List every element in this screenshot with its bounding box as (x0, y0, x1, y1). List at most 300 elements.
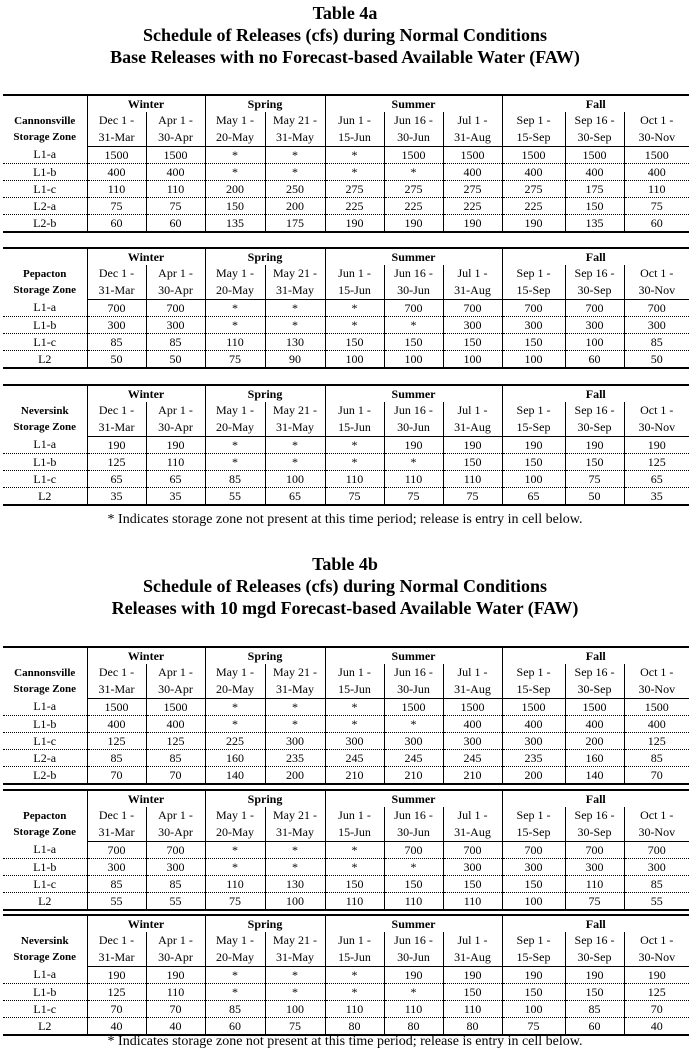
period-end: 20-May (205, 949, 265, 967)
release-value: * (205, 699, 265, 716)
release-value: 80 (443, 1018, 502, 1036)
release-value: 100 (443, 351, 502, 369)
release-value: 225 (443, 198, 502, 215)
release-value: 235 (265, 750, 325, 767)
period-end: 30-Apr (146, 129, 205, 147)
release-value: 75 (146, 198, 205, 215)
zone-level-label: L1-a (3, 300, 87, 317)
table-row (3, 471, 689, 488)
release-value: 65 (87, 471, 146, 488)
release-value: * (265, 842, 325, 859)
period-start: Jun 1 - (325, 807, 384, 824)
release-value: * (205, 984, 265, 1001)
zone-level-label: L2 (3, 1018, 87, 1036)
reservoir-name: Pepacton (23, 810, 67, 823)
zone-table (3, 914, 689, 1036)
period-end: 31-Mar (87, 419, 146, 437)
release-value: 300 (502, 733, 565, 750)
period-end: 31-Aug (443, 949, 502, 967)
release-value: 400 (443, 716, 502, 733)
release-value: 150 (384, 334, 443, 351)
period-start: Apr 1 - (146, 402, 205, 419)
release-value: 85 (624, 334, 689, 351)
season-corner (3, 248, 87, 265)
release-value: 135 (565, 215, 624, 233)
zone-table (3, 247, 689, 369)
period-end: 31-Aug (443, 419, 502, 437)
season-header: Spring (205, 248, 325, 265)
release-value: 40 (146, 1018, 205, 1036)
release-value: 85 (146, 750, 205, 767)
zone-table (3, 789, 689, 911)
release-value: 225 (325, 198, 384, 215)
period-start: Sep 1 - (502, 402, 565, 419)
release-value: 100 (502, 351, 565, 369)
release-value: * (265, 859, 325, 876)
release-value: 110 (146, 984, 205, 1001)
period-start: May 1 - (205, 112, 265, 129)
release-value: 300 (624, 317, 689, 334)
reservoir-name: Neversink (20, 405, 69, 418)
release-value: 40 (624, 1018, 689, 1036)
zone-level-label: L2-b (3, 215, 87, 233)
period-start: Sep 16 - (565, 807, 624, 824)
table-row (3, 876, 689, 893)
period-start: Apr 1 - (146, 265, 205, 282)
zone-level-label: L1-c (3, 334, 87, 351)
release-value: 60 (205, 1018, 265, 1036)
period-start: Jun 1 - (325, 932, 384, 949)
period-end: 30-Nov (624, 681, 689, 699)
release-value: 85 (87, 750, 146, 767)
release-value: 55 (205, 488, 265, 506)
release-value: 210 (443, 767, 502, 785)
release-value: 50 (624, 351, 689, 369)
release-value: 300 (146, 859, 205, 876)
release-value: 300 (502, 317, 565, 334)
release-value: 400 (502, 716, 565, 733)
season-header: Spring (205, 385, 325, 402)
storage-zone-header (3, 807, 87, 842)
release-value: 110 (384, 471, 443, 488)
release-value: 1500 (565, 147, 624, 164)
season-header: Spring (205, 915, 325, 932)
storage-zone-header (3, 932, 87, 967)
release-value: * (325, 859, 384, 876)
table-row (3, 767, 689, 785)
release-value: 400 (443, 164, 502, 181)
period-start: Apr 1 - (146, 112, 205, 129)
release-value: 100 (265, 893, 325, 911)
table-row (3, 716, 689, 733)
period-start: May 1 - (205, 807, 265, 824)
table-row (3, 351, 689, 369)
release-value: 150 (384, 876, 443, 893)
period-start: Jun 16 - (384, 112, 443, 129)
table-row (3, 967, 689, 984)
release-value: 75 (565, 471, 624, 488)
release-value: 60 (565, 1018, 624, 1036)
release-value: 700 (502, 842, 565, 859)
release-value: 1500 (443, 147, 502, 164)
release-value: 125 (624, 733, 689, 750)
release-value: * (205, 147, 265, 164)
period-start: Apr 1 - (146, 932, 205, 949)
period-end: 15-Sep (502, 824, 565, 842)
period-end: 30-Sep (565, 419, 624, 437)
release-value: 300 (265, 733, 325, 750)
release-value: 85 (87, 876, 146, 893)
season-header: Fall (585, 386, 606, 401)
release-value: 75 (502, 1018, 565, 1036)
release-value: 75 (443, 488, 502, 506)
period-start: Jul 1 - (443, 932, 502, 949)
period-end: 15-Jun (325, 824, 384, 842)
period-start: Sep 1 - (502, 112, 565, 129)
period-start: Jul 1 - (443, 664, 502, 681)
period-end: 30-Nov (624, 949, 689, 967)
period-end: 31-Mar (87, 949, 146, 967)
zone-level-label: L2 (3, 488, 87, 506)
season-header: Spring (205, 95, 325, 112)
period-end: 31-May (265, 949, 325, 967)
release-value: 200 (565, 733, 624, 750)
period-start: Oct 1 - (640, 113, 674, 127)
release-value: 110 (146, 181, 205, 198)
period-end: 30-Jun (384, 282, 443, 300)
release-value: 150 (325, 876, 384, 893)
season-header: Summer (325, 790, 502, 807)
release-value: 150 (502, 876, 565, 893)
release-value: 190 (384, 437, 443, 454)
release-value: 65 (502, 488, 565, 506)
release-value: 400 (624, 716, 689, 733)
release-value: 80 (384, 1018, 443, 1036)
zone-table (3, 646, 689, 785)
season-header: Spring (205, 790, 325, 807)
release-value: * (325, 300, 384, 317)
season-header: Summer (325, 385, 502, 402)
period-start: Jun 16 - (384, 807, 443, 824)
release-value: * (384, 164, 443, 181)
release-value: 65 (624, 471, 689, 488)
release-value: 150 (443, 454, 502, 471)
season-header: Fall (585, 249, 606, 264)
release-value: * (265, 984, 325, 1001)
release-value: 300 (624, 859, 689, 876)
period-start: May 21 - (265, 807, 325, 824)
release-value: * (325, 147, 384, 164)
period-start: May 1 - (205, 932, 265, 949)
period-start: Dec 1 - (87, 112, 146, 129)
release-value: 35 (146, 488, 205, 506)
table-4b-subtitle: Schedule of Releases (cfs) during Normal Conditions (143, 576, 547, 596)
release-value: * (265, 699, 325, 716)
release-value: 125 (87, 984, 146, 1001)
period-start: Apr 1 - (146, 807, 205, 824)
period-end: 30-Nov (624, 129, 689, 147)
release-value: 300 (325, 733, 384, 750)
release-value: 55 (624, 893, 689, 911)
release-value: 190 (502, 437, 565, 454)
zone-level-label: L1-b (3, 164, 87, 181)
release-value: 80 (325, 1018, 384, 1036)
release-value: 300 (565, 859, 624, 876)
season-corner (3, 647, 87, 664)
release-value: 700 (565, 842, 624, 859)
release-value: 75 (384, 488, 443, 506)
release-value: 70 (87, 767, 146, 785)
period-end: 15-Jun (325, 419, 384, 437)
release-value: 1500 (384, 699, 443, 716)
period-start: Apr 1 - (146, 664, 205, 681)
release-value: * (325, 842, 384, 859)
table-4a-subtitle: Schedule of Releases (cfs) during Normal Conditions (143, 25, 547, 45)
release-value: 65 (265, 488, 325, 506)
period-end: 20-May (205, 129, 265, 147)
release-value: 55 (87, 893, 146, 911)
release-value: * (205, 454, 265, 471)
release-value: * (265, 437, 325, 454)
storage-zone-header (3, 265, 87, 300)
release-value: * (265, 967, 325, 984)
release-value: 190 (443, 437, 502, 454)
release-value: * (384, 859, 443, 876)
period-start: Jun 16 - (384, 664, 443, 681)
release-value: 100 (384, 351, 443, 369)
release-value: * (265, 300, 325, 317)
table-row (3, 198, 689, 215)
period-end: 20-May (205, 681, 265, 699)
release-value: 190 (443, 967, 502, 984)
release-value: 75 (265, 1018, 325, 1036)
storage-zone-label: Storage Zone (13, 683, 77, 696)
storage-zone-header (3, 664, 87, 699)
release-value: 85 (565, 1001, 624, 1018)
release-value: 700 (624, 300, 689, 317)
release-value: * (384, 984, 443, 1001)
season-header: Spring (205, 647, 325, 664)
table-row (3, 859, 689, 876)
release-value: 125 (624, 984, 689, 1001)
period-end: 30-Apr (146, 282, 205, 300)
release-value: * (205, 716, 265, 733)
release-value: 110 (443, 893, 502, 911)
release-value: 100 (502, 471, 565, 488)
period-end: 31-Mar (87, 681, 146, 699)
release-value: 250 (265, 181, 325, 198)
period-end: 31-Aug (443, 129, 502, 147)
release-value: 1500 (502, 147, 565, 164)
release-value: 125 (624, 454, 689, 471)
release-value: 300 (443, 317, 502, 334)
period-start: May 1 - (205, 664, 265, 681)
season-header: Summer (325, 248, 502, 265)
release-value: 200 (265, 198, 325, 215)
release-value: 1500 (87, 147, 146, 164)
release-value: 85 (87, 334, 146, 351)
season-header: Winter (87, 790, 205, 807)
zone-level-label: L1-a (3, 437, 87, 454)
table-row (3, 164, 689, 181)
release-value: 400 (502, 164, 565, 181)
release-value: 700 (443, 300, 502, 317)
release-value: 1500 (502, 699, 565, 716)
release-value: * (205, 164, 265, 181)
period-start: Jun 1 - (325, 664, 384, 681)
release-value: 190 (325, 215, 384, 233)
period-start: Dec 1 - (87, 402, 146, 419)
release-value: 150 (565, 198, 624, 215)
release-value: 130 (265, 334, 325, 351)
period-start: Jun 16 - (384, 402, 443, 419)
release-value: 700 (87, 842, 146, 859)
zone-level-label: L1-b (3, 454, 87, 471)
zone-level-label: L1-c (3, 181, 87, 198)
zone-level-label: L1-b (3, 984, 87, 1001)
release-value: 140 (565, 767, 624, 785)
period-start: Sep 1 - (502, 932, 565, 949)
release-value: * (265, 716, 325, 733)
release-value: 75 (205, 893, 265, 911)
period-end: 20-May (205, 282, 265, 300)
release-value: 150 (443, 984, 502, 1001)
release-value: 1500 (565, 699, 624, 716)
release-value: 275 (443, 181, 502, 198)
season-header: Fall (585, 96, 606, 111)
release-value: 150 (325, 334, 384, 351)
period-end: 15-Sep (502, 282, 565, 300)
zone-table (3, 94, 689, 233)
table-row (3, 181, 689, 198)
season-corner (3, 915, 87, 932)
release-value: 175 (265, 215, 325, 233)
release-value: 1500 (624, 699, 689, 716)
release-value: 275 (325, 181, 384, 198)
period-end: 31-May (265, 419, 325, 437)
release-value: 700 (624, 842, 689, 859)
zone-level-label: L1-b (3, 716, 87, 733)
zone-level-label: L2-a (3, 198, 87, 215)
release-value: 400 (146, 164, 205, 181)
season-header: Winter (87, 915, 205, 932)
period-end: 15-Jun (325, 949, 384, 967)
release-value: * (205, 300, 265, 317)
release-value: * (325, 967, 384, 984)
period-start: Sep 1 - (502, 664, 565, 681)
release-value: 125 (87, 454, 146, 471)
release-value: 190 (87, 437, 146, 454)
release-value: 400 (87, 164, 146, 181)
release-value: 700 (146, 842, 205, 859)
release-value: 300 (502, 859, 565, 876)
season-corner (3, 385, 87, 402)
release-value: 135 (205, 215, 265, 233)
release-value: * (205, 967, 265, 984)
table-row (3, 147, 689, 164)
release-value: 70 (624, 1001, 689, 1018)
release-value: * (325, 699, 384, 716)
zone-level-label: L1-c (3, 876, 87, 893)
table-row (3, 699, 689, 716)
release-value: 85 (146, 876, 205, 893)
period-start: Jun 16 - (384, 932, 443, 949)
zone-level-label: L1-a (3, 699, 87, 716)
zone-level-label: L2 (3, 351, 87, 369)
period-end: 15-Sep (502, 419, 565, 437)
period-start: May 21 - (265, 664, 325, 681)
release-value: 50 (146, 351, 205, 369)
release-value: 700 (87, 300, 146, 317)
period-start: Oct 1 - (640, 665, 674, 679)
release-value: 190 (384, 967, 443, 984)
release-value: 300 (565, 317, 624, 334)
release-value: * (265, 147, 325, 164)
period-start: Oct 1 - (640, 266, 674, 280)
release-value: 60 (624, 215, 689, 233)
table-row (3, 488, 689, 506)
table-row (3, 215, 689, 233)
period-end: 30-Apr (146, 949, 205, 967)
release-value: 150 (502, 984, 565, 1001)
release-value: 100 (502, 893, 565, 911)
release-value: 160 (205, 750, 265, 767)
release-value: 150 (565, 454, 624, 471)
zone-level-label: L1-c (3, 471, 87, 488)
period-end: 30-Jun (384, 681, 443, 699)
period-end: 30-Apr (146, 681, 205, 699)
release-value: 175 (565, 181, 624, 198)
release-value: 140 (205, 767, 265, 785)
release-value: * (325, 437, 384, 454)
release-value: 40 (87, 1018, 146, 1036)
release-value: * (325, 317, 384, 334)
season-header: Winter (87, 248, 205, 265)
period-start: Dec 1 - (87, 664, 146, 681)
release-value: 100 (502, 1001, 565, 1018)
release-value: 245 (384, 750, 443, 767)
release-value: 150 (502, 334, 565, 351)
release-value: 85 (205, 471, 265, 488)
period-start: Dec 1 - (87, 265, 146, 282)
period-end: 15-Jun (325, 129, 384, 147)
release-value: 1500 (146, 147, 205, 164)
period-end: 30-Sep (565, 129, 624, 147)
zone-level-label: L1-a (3, 967, 87, 984)
period-end: 31-Aug (443, 824, 502, 842)
period-start: May 21 - (265, 932, 325, 949)
release-value: 200 (205, 181, 265, 198)
release-value: 1500 (624, 147, 689, 164)
release-value: 190 (87, 967, 146, 984)
release-value: 35 (87, 488, 146, 506)
release-value: * (205, 842, 265, 859)
release-value: 75 (205, 351, 265, 369)
table-4a-heading (0, 2, 690, 68)
period-end: 31-Aug (443, 282, 502, 300)
release-value: 60 (87, 215, 146, 233)
release-value: 55 (146, 893, 205, 911)
release-value: 110 (565, 876, 624, 893)
release-value: 210 (325, 767, 384, 785)
period-start: Jun 16 - (384, 265, 443, 282)
period-start: May 21 - (265, 265, 325, 282)
table-row (3, 750, 689, 767)
release-value: 85 (624, 750, 689, 767)
period-end: 15-Sep (502, 949, 565, 967)
release-value: 700 (384, 300, 443, 317)
release-value: 400 (87, 716, 146, 733)
